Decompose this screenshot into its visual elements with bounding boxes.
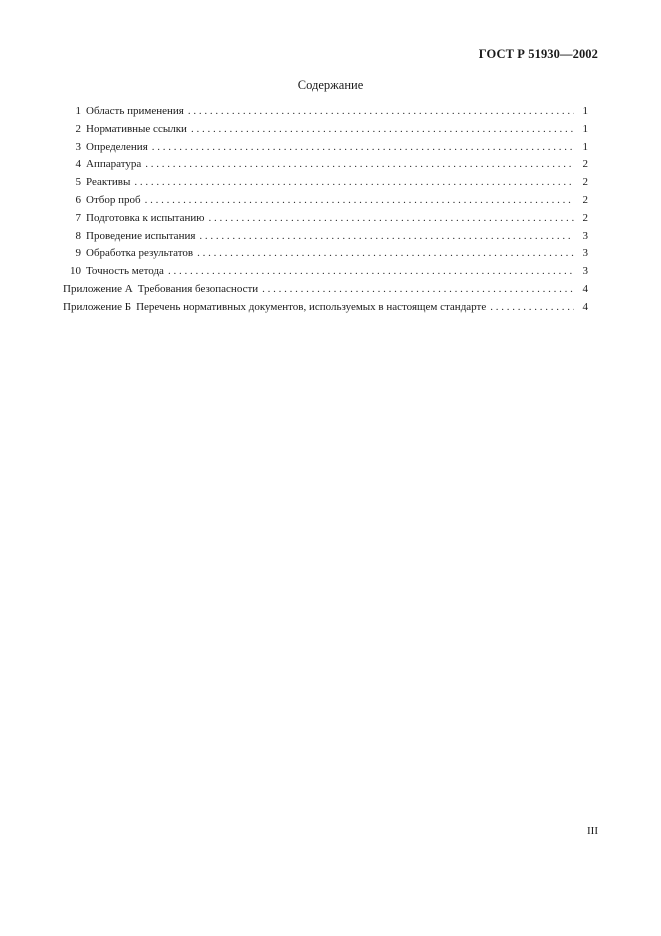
toc-item-test-procedure[interactable]: [63, 228, 588, 246]
toc-item-page: 4: [582, 300, 588, 313]
toc-item-label: Реактивы: [86, 176, 131, 189]
toc-dot-leader: [188, 103, 574, 121]
toc-item-number: 8: [75, 229, 81, 242]
toc-dot-leader: [145, 156, 574, 174]
toc-dot-leader: [152, 139, 574, 157]
toc-item-sampling[interactable]: [63, 192, 588, 210]
toc-item-number: 9: [75, 247, 81, 260]
toc-dot-leader: [262, 281, 574, 299]
toc-item-label: Определения: [86, 140, 148, 153]
toc-item-number: 2: [75, 122, 81, 135]
toc-dot-leader: [168, 263, 574, 281]
toc-item-label: Проведение испытания: [86, 229, 196, 242]
toc-dot-leader: [197, 245, 574, 263]
toc-item-normative-references[interactable]: [63, 121, 588, 139]
toc-item-page: 4: [582, 282, 588, 295]
toc-item-annex-a[interactable]: [63, 281, 588, 299]
toc-item-reagents[interactable]: [63, 174, 588, 192]
toc-item-label: Нормативные ссылки: [86, 122, 187, 135]
toc-item-method-accuracy[interactable]: [63, 263, 588, 281]
toc-item-page: 2: [582, 211, 588, 224]
toc-item-number: 6: [75, 193, 81, 206]
toc-item-label: Отбор проб: [86, 193, 141, 206]
toc-item-page: 2: [582, 176, 588, 189]
toc-item-number: 4: [75, 158, 81, 171]
toc-title: Содержание: [297, 78, 364, 92]
toc-item-page: 1: [582, 105, 588, 117]
toc-item-number: Приложение А: [63, 282, 133, 295]
table-of-contents: [63, 103, 588, 317]
toc-item-page: 1: [582, 140, 588, 153]
toc-item-number: 7: [75, 211, 81, 224]
toc-item-number: 5: [75, 176, 81, 189]
toc-item-number: 1: [75, 105, 81, 117]
toc-item-label: Перечень нормативных документов, используемых в настоящем стандарте: [136, 300, 487, 313]
toc-item-page: 1: [582, 122, 588, 135]
toc-dot-leader: [208, 210, 574, 228]
toc-item-label: Точность метода: [86, 265, 164, 278]
toc-item-label: Область применения: [86, 105, 184, 117]
toc-item-results-processing[interactable]: [63, 245, 588, 263]
toc-item-page: 2: [582, 193, 588, 206]
toc-dot-leader: [490, 299, 574, 317]
toc-item-label: Обработка результатов: [86, 247, 194, 260]
toc-item-page: 3: [582, 229, 588, 242]
page-number: III: [587, 825, 598, 837]
document-code: ГОСТ Р 51930—2002: [478, 47, 598, 61]
toc-item-page: 3: [582, 265, 588, 278]
toc-item-label: Подготовка к испытанию: [86, 211, 205, 224]
toc-item-test-preparation[interactable]: [63, 210, 588, 228]
toc-item-number: 10: [70, 265, 81, 278]
toc-item-label: Требования безопасности: [137, 282, 259, 295]
toc-dot-leader: [191, 121, 574, 139]
toc-item-annex-b[interactable]: [63, 299, 588, 317]
toc-item-number: 3: [75, 140, 81, 153]
toc-item-definitions[interactable]: [63, 139, 588, 157]
toc-dot-leader: [145, 192, 574, 210]
toc-item-label: Аппаратура: [86, 158, 142, 171]
toc-item-page: 3: [582, 247, 588, 260]
toc-dot-leader: [199, 228, 574, 246]
toc-item-apparatus[interactable]: [63, 156, 588, 174]
toc-item-number: Приложение Б: [63, 300, 132, 313]
toc-item-scope[interactable]: [63, 103, 588, 121]
toc-item-page: 2: [582, 158, 588, 171]
toc-dot-leader: [134, 174, 574, 192]
